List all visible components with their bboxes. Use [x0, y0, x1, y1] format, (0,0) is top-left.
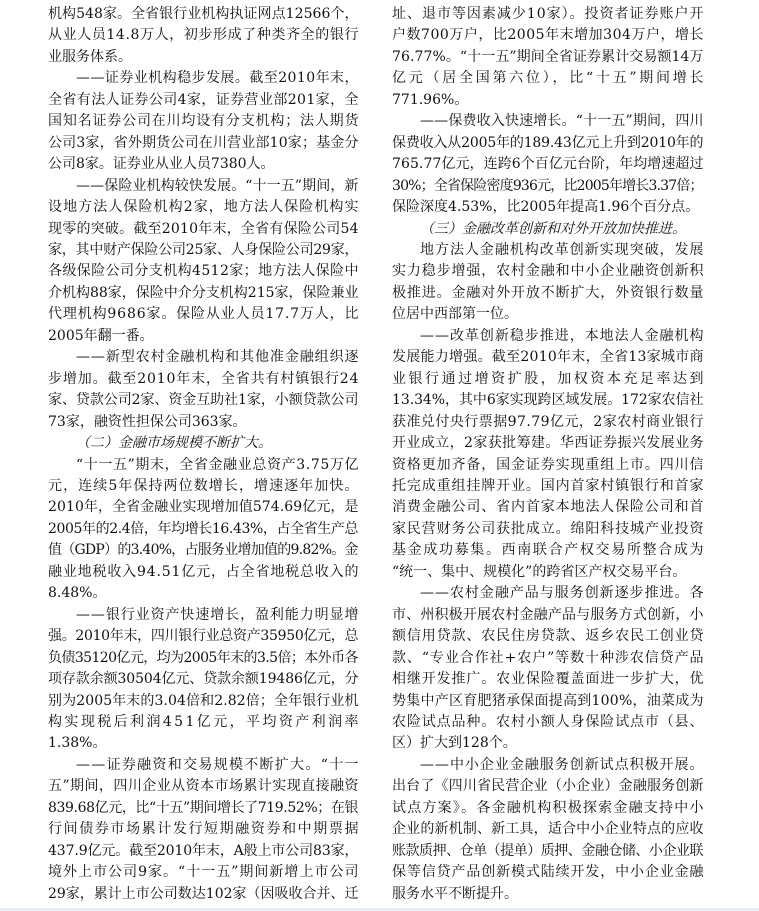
- text-line: 消费金融公司、省内首家本地法人保险公司和首: [392, 499, 705, 516]
- text-line: 业服务体系。: [48, 48, 132, 65]
- text-line: 各级保险公司分支机构4512家；地方法人保险中: [48, 263, 359, 280]
- text-line: 家，其中财产保险公司25家、人身保险公司29家，: [48, 241, 359, 258]
- text-line: 8.48%。: [48, 585, 107, 602]
- text-line: 亿元（居全国第六位），比“十五”期间增长: [392, 70, 707, 87]
- text-line: 771.96%。: [392, 91, 469, 108]
- paragraph: [48, 68, 359, 175]
- text-line: 构实现税后利润451亿元，平均资产利润率: [48, 713, 361, 730]
- text-line: 行间债券市场累计发行短期融资券和中期票据: [48, 821, 361, 838]
- text-line: 全省有法人证券公司4家，证券营业部201家，全: [48, 91, 359, 108]
- text-line: 机构548家。全省银行业机构执证网点12566个，: [48, 6, 359, 22]
- text-line: 基金成功募集。西南联合产权交易所整合成为: [392, 542, 706, 559]
- text-line: 别为2005年末的3.04倍和2.82倍；全年银行业机: [48, 692, 359, 709]
- text-line: 家、贷款公司2家、资金互助社1家，小额贷款公司: [48, 392, 359, 409]
- text-line: 保等信贷产品创新模式陆续开发，中小企业金融: [392, 864, 705, 881]
- right-column: [392, 4, 707, 905]
- text-line: 户数700万户，比2005年末增加304万户，增长: [392, 27, 705, 44]
- text-line: “统一、集中、规模化”的跨省区产权交易平台。: [392, 563, 687, 580]
- text-line: 家民营财务公司获批成立。绵阳科技城产业投资: [392, 520, 705, 537]
- paragraph: [392, 4, 707, 111]
- text-line: ——改革创新稳步推进，本地法人金融机构: [420, 327, 705, 344]
- paragraph: [48, 176, 359, 348]
- section-heading: [48, 433, 359, 454]
- text-line: 极推进。金融对外开放不断扩大，外资银行数量: [392, 284, 705, 301]
- paragraph: [48, 605, 359, 755]
- paragraph: [392, 240, 704, 326]
- text-line: 境外上市公司9家。“十一五”期间新增上市公司: [48, 864, 360, 881]
- text-line: 相继开发推广。农业保险覆盖面进一步扩大，优: [392, 671, 705, 688]
- text-line: 服务水平不断提升。: [392, 885, 518, 902]
- text-line: 业银行通过增资扩股，加权资本充足率达到: [392, 370, 707, 387]
- paragraph: [48, 455, 359, 605]
- text-line: 值（GDP）的3.40%，占服务业增加值的9.82%。金: [48, 542, 358, 559]
- text-line: 2005年的2.4倍，年均增长16.43%，占全省生产总: [48, 520, 359, 537]
- text-line: 地方法人金融机构改革创新实现突破，发展: [420, 241, 705, 258]
- text-line: 势集中产区育肥猪承保面提高到100%，油菜成为: [392, 692, 704, 709]
- text-line: 试点方案》。各金融机构积极探索金融支持中小: [392, 799, 705, 816]
- text-line: 项存款余额30504亿元、贷款余额19486亿元，分: [48, 671, 359, 688]
- text-line: 从业人员14.8万人，初步形成了种类齐全的银行: [48, 27, 360, 44]
- paragraph: [48, 755, 359, 905]
- paragraph: [48, 347, 359, 433]
- text-line: 29家，累计上市公司数达102家（因吸收合并、迁: [48, 885, 359, 902]
- text-line: 款、“专业合作社+农户”等数十种涉农信贷产品: [392, 649, 705, 666]
- text-line: 强。2010年末，四川银行业总资产35950亿元，总: [48, 628, 359, 645]
- text-line: 现零的突破。截至2010年末，全省有保险公司54: [48, 220, 359, 237]
- text-line: 账款质押、仓单（提单）质押、金融仓储、小企业联: [392, 842, 704, 859]
- text-line: 位居中西部第一位。: [392, 306, 518, 323]
- text-line: ——保费收入快速增长。“十一五”期间，四川: [420, 113, 704, 130]
- text-line: 国知名证券公司在川均设有分支机构；法人期货: [48, 113, 360, 130]
- text-line: 元，连续5年保持两位数增长，增速逐年加快。: [48, 477, 360, 494]
- text-line: 开业成立，2家获批筹建。华西证券振兴发展业务: [392, 435, 704, 452]
- text-line: 实力稳步增强，农村金融和中小企业融资创新积: [392, 263, 705, 280]
- text-line: ——证券业机构稳步发展。截至2010年末，: [76, 70, 359, 87]
- text-line: 址、退市等因素减少10家）。投资者证券账户开: [392, 6, 705, 22]
- text-line: 发展能力增强。截至2010年末，全省13家城市商: [392, 349, 704, 366]
- text-line: 保费收入从2005年的189.43亿元上升到2010年的: [392, 134, 704, 151]
- text-line: 2010年，全省金融业实现增加值574.69亿元，是: [48, 499, 359, 516]
- text-line: 保险深度4.53%，比2005年提高1.96个百分点。: [392, 199, 700, 216]
- text-line: 公司3家，省外期货公司在川营业部10家；基金分: [48, 134, 359, 151]
- text-line: 13.34%，其中6家实现跨区域发展。172家农信社: [392, 392, 704, 409]
- paragraph: [392, 755, 704, 905]
- text-line: 76.77%。“十一五”期间全省证券累计交易额14万: [392, 48, 704, 65]
- text-line: 73家，融资性担保公司363家。: [48, 413, 247, 430]
- text-line: ——中小企业金融服务创新试点积极开展。: [420, 756, 705, 773]
- text-line: 托完成重组挂牌开业。国内首家村镇银行和首家: [392, 477, 705, 494]
- text-line: 公司8家。证券业从业人员7380人。: [48, 156, 275, 173]
- text-line: ——保险业机构较快发展。“十一五”期间，新: [76, 177, 359, 194]
- text-line: 839.68亿元，比“十五”期间增长了719.52%；在银: [48, 799, 359, 816]
- left-column: [48, 4, 359, 905]
- text-line: 步增加。截至2010年末，全省共有村镇银行24: [48, 370, 360, 387]
- text-line: ——银行业资产快速增长，盈利能力明显增: [76, 606, 360, 623]
- text-line: 资格更加齐备，国金证券实现重组上市。四川信: [392, 456, 705, 473]
- text-line: 30%；全省保险密度936元，比2005年增长3.37倍；: [392, 177, 703, 194]
- text-line: 437.9亿元。截至2010年末，A般上市公司83家，: [48, 842, 359, 859]
- text-line: 融业地税收入94.51亿元，占全省地税总收入的: [48, 563, 360, 580]
- text-line: ——新型农村金融机构和其他准金融组织逐: [76, 349, 360, 366]
- text-line: 介机构88家，保险中介分支机构215家，保险兼业: [48, 284, 359, 301]
- text-line: （二）金融市场规模不断扩大。: [76, 435, 272, 452]
- text-line: 负债35120亿元，均为2005年末的3.5倍；本外币各: [48, 649, 358, 666]
- paragraph: [392, 326, 707, 583]
- section-heading: [392, 219, 704, 240]
- text-line: 五”期间，四川企业从资本市场累计实现直接融资: [48, 778, 359, 795]
- text-line: 1.38%。: [48, 735, 107, 752]
- text-line: ——农村金融产品与服务创新逐步推进。各: [420, 585, 705, 602]
- text-line: 765.77亿元，连跨6个百亿元台阶，年均增速超过: [392, 156, 704, 173]
- text-line: 出台了《四川省民营企业（小企业）金融服务创新: [392, 778, 704, 795]
- text-line: 区）扩大到128个。: [392, 735, 517, 752]
- text-line: （三）金融改革创新和对外开放加快推进。: [420, 220, 686, 237]
- text-line: 市、州积极开展农村金融产品与服务方式创新，小: [392, 606, 704, 623]
- text-line: 获准兑付央行票据97.79亿元，2家农村商业银行: [392, 413, 704, 430]
- text-line: 额信用贷款、农民住房贷款、返乡农民工创业贷: [392, 628, 705, 645]
- paragraph: [48, 4, 359, 68]
- text-line: ——证券融资和交易规模不断扩大。“十一: [76, 756, 360, 773]
- paragraph: [392, 111, 704, 218]
- text-line: 2005年翻一番。: [48, 327, 154, 344]
- paragraph: [392, 583, 704, 755]
- text-line: 设地方法人保险机构2家，地方法人保险机构实: [48, 199, 360, 216]
- text-line: 农险试点品种。农村小额人身保险试点市（县、: [392, 713, 705, 730]
- text-line: 企业的新机制、新工具，适合中小企业特点的应收: [392, 821, 704, 838]
- text-line: “十一五”期末，全省金融业总资产3.75万亿: [76, 456, 360, 473]
- text-line: 代理机构9686家。保险从业人员17.7万人，比: [48, 306, 360, 323]
